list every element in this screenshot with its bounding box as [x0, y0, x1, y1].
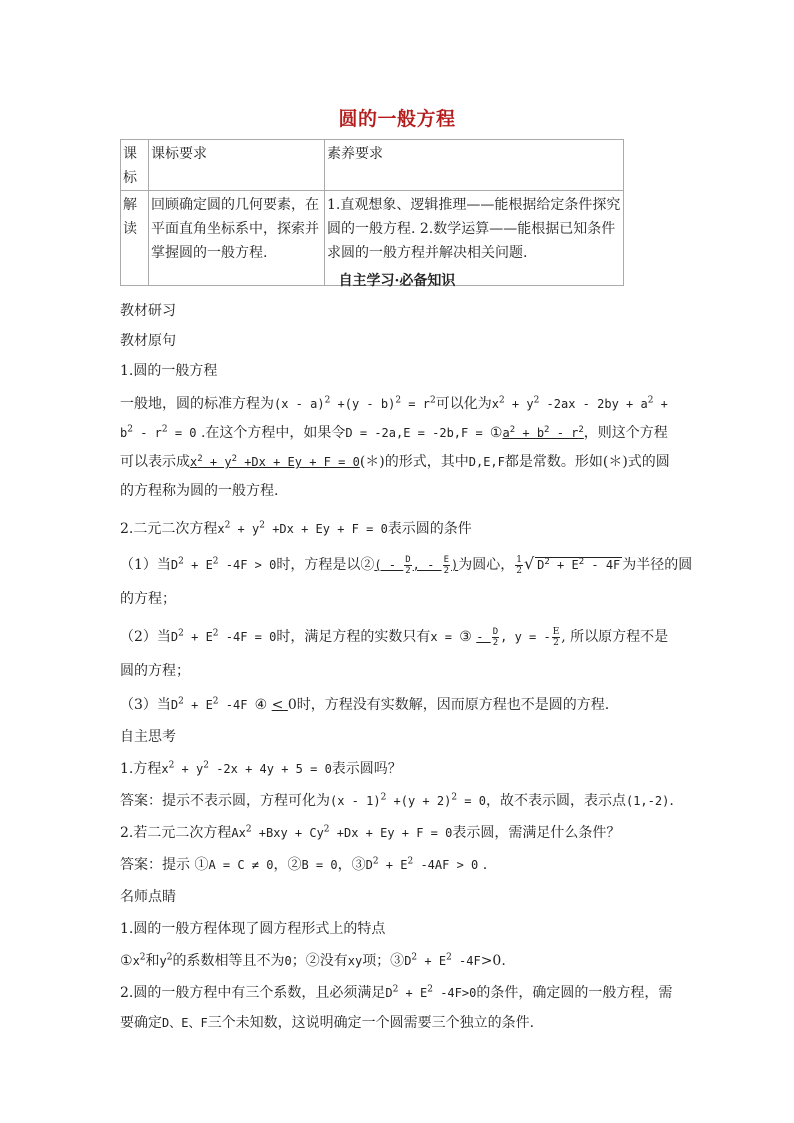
- paragraph-heading: 2.二元二次方程$x^2 + y^2 +Dx + Ey + F = 0$表示圆的条件: [120, 520, 472, 537]
- blank-fill-3: - $\frac{D}{2}$: [476, 627, 499, 648]
- heading: 自主思考: [120, 729, 176, 745]
- table-cell: 1.直观想象、逻辑推理——能根据给定条件探究圆的一般方程. 2.数学运算——能根据已知条件求圆的一般方程并解决相关问题.: [325, 191, 624, 286]
- table-row: [121, 140, 624, 191]
- requirements-table: [120, 139, 624, 286]
- blank-fill-1: $a^2 + b^2 - r^2$: [502, 425, 584, 440]
- paragraph-heading: 1.圆的一般方程: [120, 363, 218, 379]
- table-cell: 课标要求: [149, 140, 325, 191]
- question-2: 2.若二元二次方程$Ax^2 +Bxy + Cy^2 +Dx + Ey + F = 0$表示圆，需满足什么条件？: [120, 824, 621, 841]
- table-cell: 解读: [121, 191, 149, 286]
- note-1-points: $①x^2$和$y^2$的系数相等且不为0；②没有xy项；$③D^2 + E^2$ -4F>0.: [120, 952, 506, 969]
- blank-fill-2: ( - $\frac{D}{2}$ , - $\frac{E}{2}$ ): [374, 555, 459, 576]
- heading: 教材原句: [120, 333, 176, 349]
- heading: 教材研习: [120, 303, 176, 319]
- note-2: 2.圆的一般方程中有三个系数，且必须满足$D^2 + E^2$ -4F>0的条件，确定圆的一般方程，需要确定D、E、F三个未知数，这说明确定一个圆需要三个独立的条件.: [120, 984, 673, 1031]
- answer-1: 答案：提示不表示圆，方程可化为$(x - 1)^2 +(y + 2)^2 = 0$，故不表示圆，表示点(1,-2).: [120, 792, 674, 809]
- condition-2-cont: 圆的方程；: [120, 663, 190, 679]
- heading: 名师点睛: [120, 889, 176, 905]
- blank-fill-4: <: [271, 697, 284, 713]
- page-title: 圆的一般方程: [338, 108, 456, 130]
- answer-2: 答案：提示 ①A = C ≠ 0，②B = 0，$③D^2 + E^2$ -4AF > 0 .: [120, 856, 488, 873]
- note-1: 1.圆的一般方程体现了圆方程形式上的特点: [120, 921, 386, 937]
- condition-1: （1）当$D^2 + E^2$ -4F > 0时，方程是以②( - $\frac{D}{2}$ , - $\frac{E}{2}$ )为圆心， $\frac{1}{2}$ √ $D^2 + E^2 - 4F$ 为半径的圆: [120, 554, 693, 576]
- condition-1-cont: 的方程；: [120, 591, 176, 607]
- paragraph: 一般地，圆的标准方程为$(x - a)^2 +(y - b)^2 = r^2$可以化为$x^2 + y^2$ $-2ax - 2by + a^2 + b^2 - r^2 = 0$ .在这个方程中，如果令$D = -2a,E = -2b,F = ①a^2 + b^2 - r^2$，则这个方程可以表示成$x^2 + y^2 +Dx + Ey + F$ = 0(＊)的形式，其中D,E,F都是常数。形如(＊)式的圆的方程称为圆的一般方程.: [120, 395, 670, 499]
- table-cell: 课标: [121, 140, 149, 191]
- condition-3: （3）当$D^2 + E^2$ -4F ④ < 0时，方程没有实数解，因而原方程也不是圆的方程.: [120, 696, 610, 713]
- section-title: 自主学习·必备知识: [338, 273, 456, 289]
- general-equation: $x^2 + y^2 +Dx + Ey + F = 0$: [190, 454, 360, 469]
- question-1: 1.方程$x^2 + y^2$ -2x + 4y + 5 = 0表示圆吗？: [120, 760, 402, 777]
- table-cell: 素养要求: [325, 140, 624, 191]
- table-cell: 回顾确定圆的几何要素，在平面直角坐标系中，探索并掌握圆的一般方程.: [149, 191, 325, 286]
- condition-2: （2）当$D^2 + E^2$ -4F = 0时，满足方程的实数只有x = ③ - $\frac{D}{2}$ , y = - $\frac{E}{2}$ , 所以原方程不是: [120, 626, 669, 648]
